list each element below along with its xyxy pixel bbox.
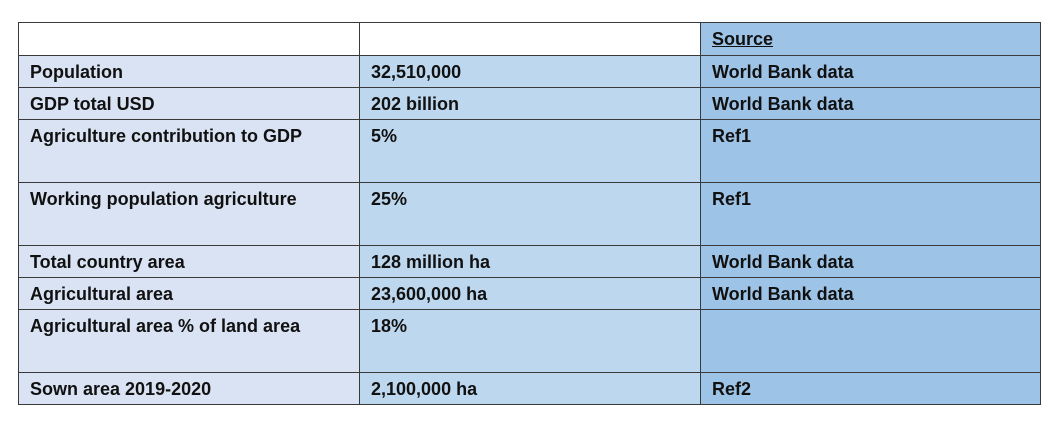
row-label-cell: Total country area [19,246,360,278]
table-row [19,56,1041,88]
table-row [19,120,1041,183]
row-value-cell: 18% [360,310,701,373]
source-column-heading: Source [712,29,774,49]
header-label-cell [19,23,360,56]
table-row [19,373,1041,405]
row-label-cell: GDP total USD [19,88,360,120]
row-value-cell: 5% [360,120,701,183]
table-row [19,88,1041,120]
row-value-cell: 2,100,000 ha [360,373,701,405]
row-source-cell: Ref1 [701,183,1041,246]
row-label-cell: Agricultural area [19,278,360,310]
row-source-cell: Ref1 [701,120,1041,183]
row-source-cell: World Bank data [701,278,1041,310]
table-row [19,278,1041,310]
table-row [19,183,1041,246]
header-source-cell [701,23,1041,56]
row-label-cell: Working population agriculture [19,183,360,246]
row-source-cell: World Bank data [701,246,1041,278]
row-value-cell: 202 billion [360,88,701,120]
header-value-cell [360,23,701,56]
row-value-cell: 32,510,000 [360,56,701,88]
row-label-cell: Agriculture contribution to GDP [19,120,360,183]
country-statistics-table [18,22,1041,405]
row-source-cell: World Bank data [701,88,1041,120]
row-label-cell: Agricultural area % of land area [19,310,360,373]
table-row [19,310,1041,373]
row-label-cell: Sown area 2019-2020 [19,373,360,405]
row-source-cell: World Bank data [701,56,1041,88]
row-source-cell: Ref2 [701,373,1041,405]
row-source-cell [701,310,1041,373]
row-value-cell: 23,600,000 ha [360,278,701,310]
table-header-row [19,23,1041,56]
table-row [19,246,1041,278]
row-value-cell: 128 million ha [360,246,701,278]
row-label-cell: Population [19,56,360,88]
row-value-cell: 25% [360,183,701,246]
